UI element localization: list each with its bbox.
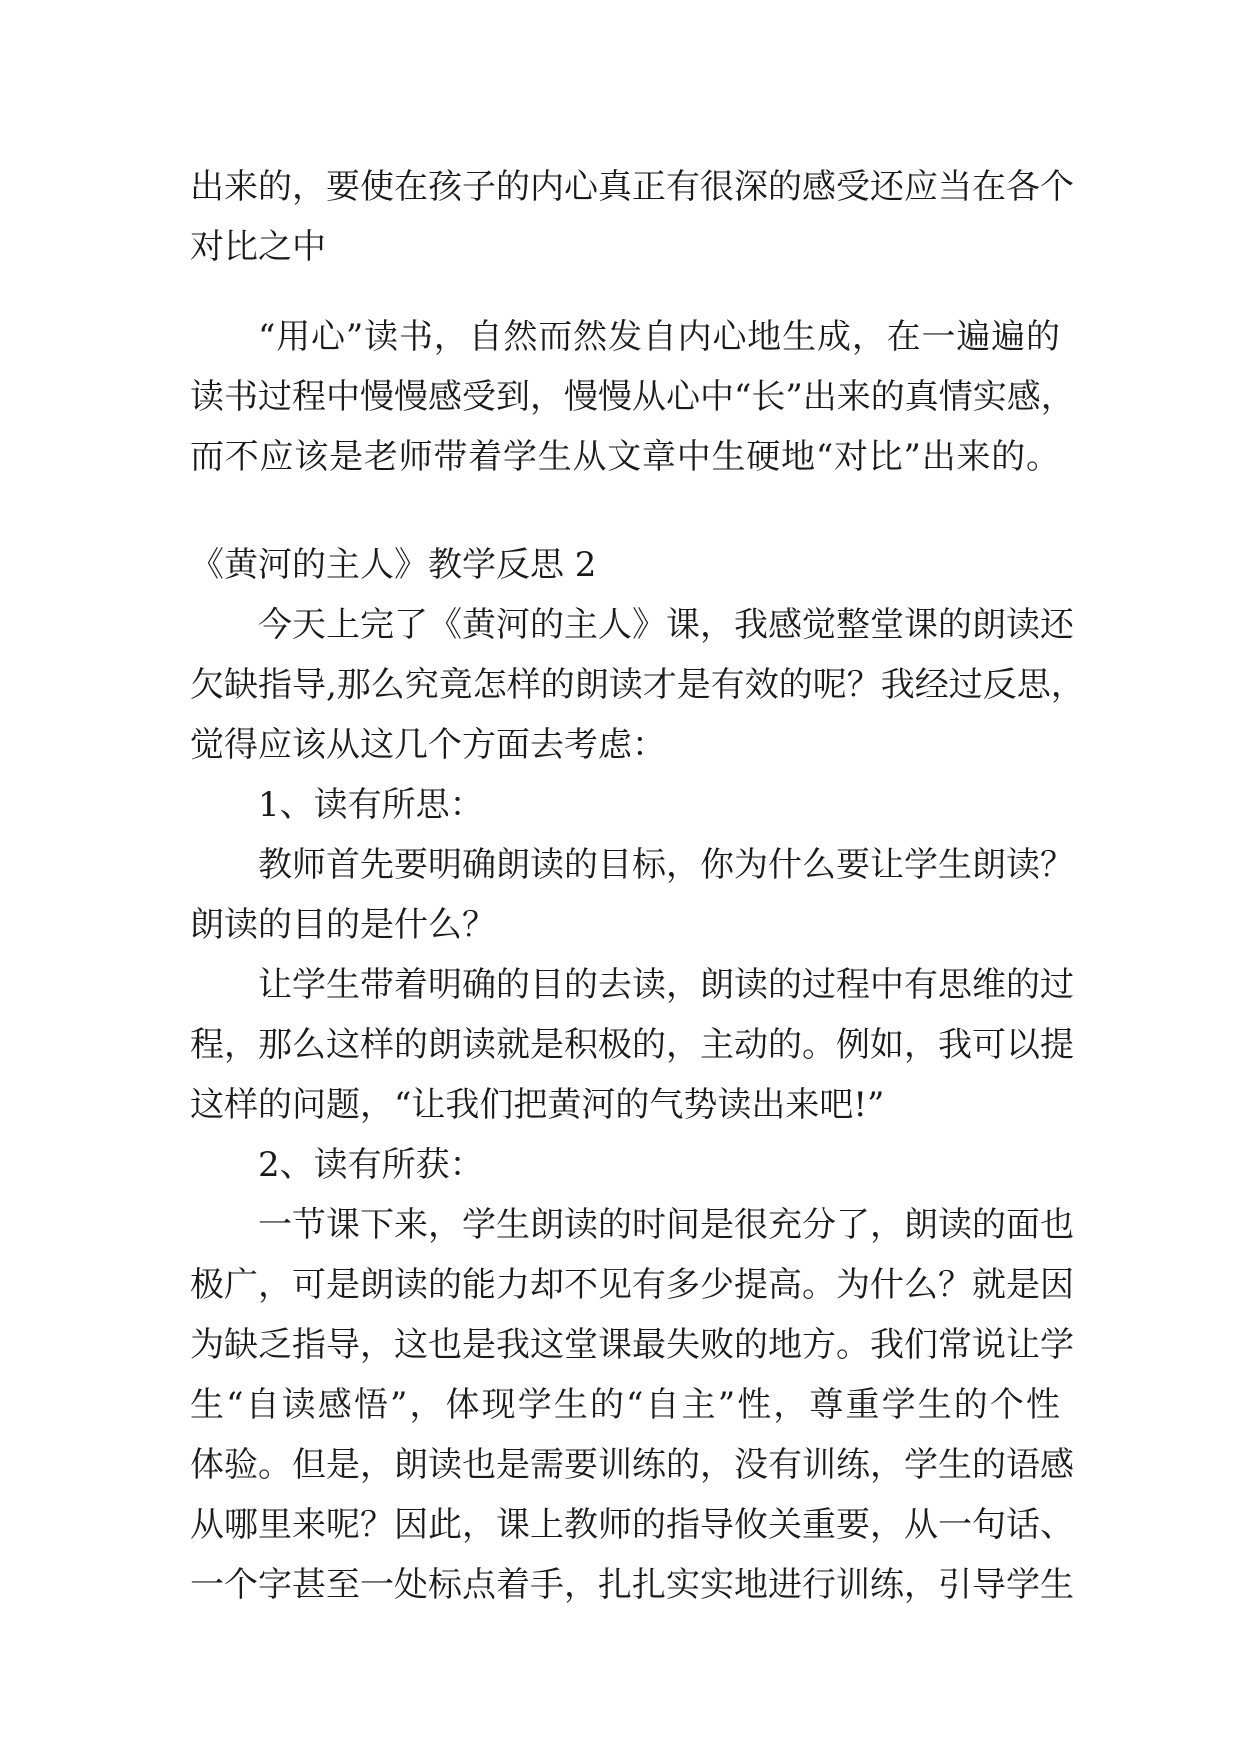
body-line: 朗读的目的是什么？ [190, 905, 496, 945]
body-line: 从哪里来呢？因此，课上教师的指导攸关重要，从一句话、 [190, 1505, 1074, 1545]
body-line: 这样的问题，“让我们把黄河的气势读出来吧!” [190, 1085, 885, 1125]
section-title: 《黄河的主人》教学反思 2 [190, 545, 597, 585]
body-line: 体验。但是，朗读也是需要训练的，没有训练，学生的语感 [190, 1445, 1074, 1485]
body-line: 程，那么这样的朗读就是积极的，主动的。例如，我可以提 [190, 1025, 1074, 1065]
body-line: 对比之中 [190, 227, 326, 267]
body-line: 为缺乏指导，这也是我这堂课最失败的地方。我们常说让学 [190, 1325, 1074, 1365]
paragraph-gap [190, 277, 1060, 307]
body-line: 欠缺指导,那么究竟怎样的朗读才是有效的呢？我经过反思， [190, 665, 1085, 705]
body-line: 让学生带着明确的目的去读，朗读的过程中有思维的过 [258, 965, 1074, 1005]
section-gap [190, 487, 1060, 535]
body-line: 今天上完了《黄河的主人》课，我感觉整堂课的朗读还 [258, 605, 1074, 645]
body-line: 一节课下来，学生朗读的时间是很充分了，朗读的面也 [258, 1205, 1074, 1245]
body-line: 出来的，要使在孩子的内心真正有很深的感受还应当在各个 [190, 167, 1074, 207]
document-body [190, 157, 1085, 1615]
point-heading: 1、读有所思： [258, 785, 484, 825]
body-line: 读书过程中慢慢感受到，慢慢从心中“长”出来的真情实感， [190, 377, 1075, 417]
body-line: 觉得应该从这几个方面去考虑： [190, 725, 666, 765]
body-line: 而不应该是老师带着学生从文章中生硬地“对比”出来的。 [190, 437, 1060, 477]
body-line: 生“自读感悟”，体现学生的“自主”性，尊重学生的个性 [190, 1385, 1060, 1425]
point-heading: 2、读有所获： [258, 1145, 484, 1185]
body-line: 极广，可是朗读的能力却不见有多少提高。为什么？就是因 [190, 1265, 1074, 1305]
body-line: 教师首先要明确朗读的目标，你为什么要让学生朗读？ [258, 845, 1074, 885]
body-line: “用心”读书，自然而然发自内心地生成，在一遍遍的 [258, 317, 1060, 357]
body-line: 一个字甚至一处标点着手，扎扎实实地进行训练，引导学生 [190, 1565, 1074, 1605]
